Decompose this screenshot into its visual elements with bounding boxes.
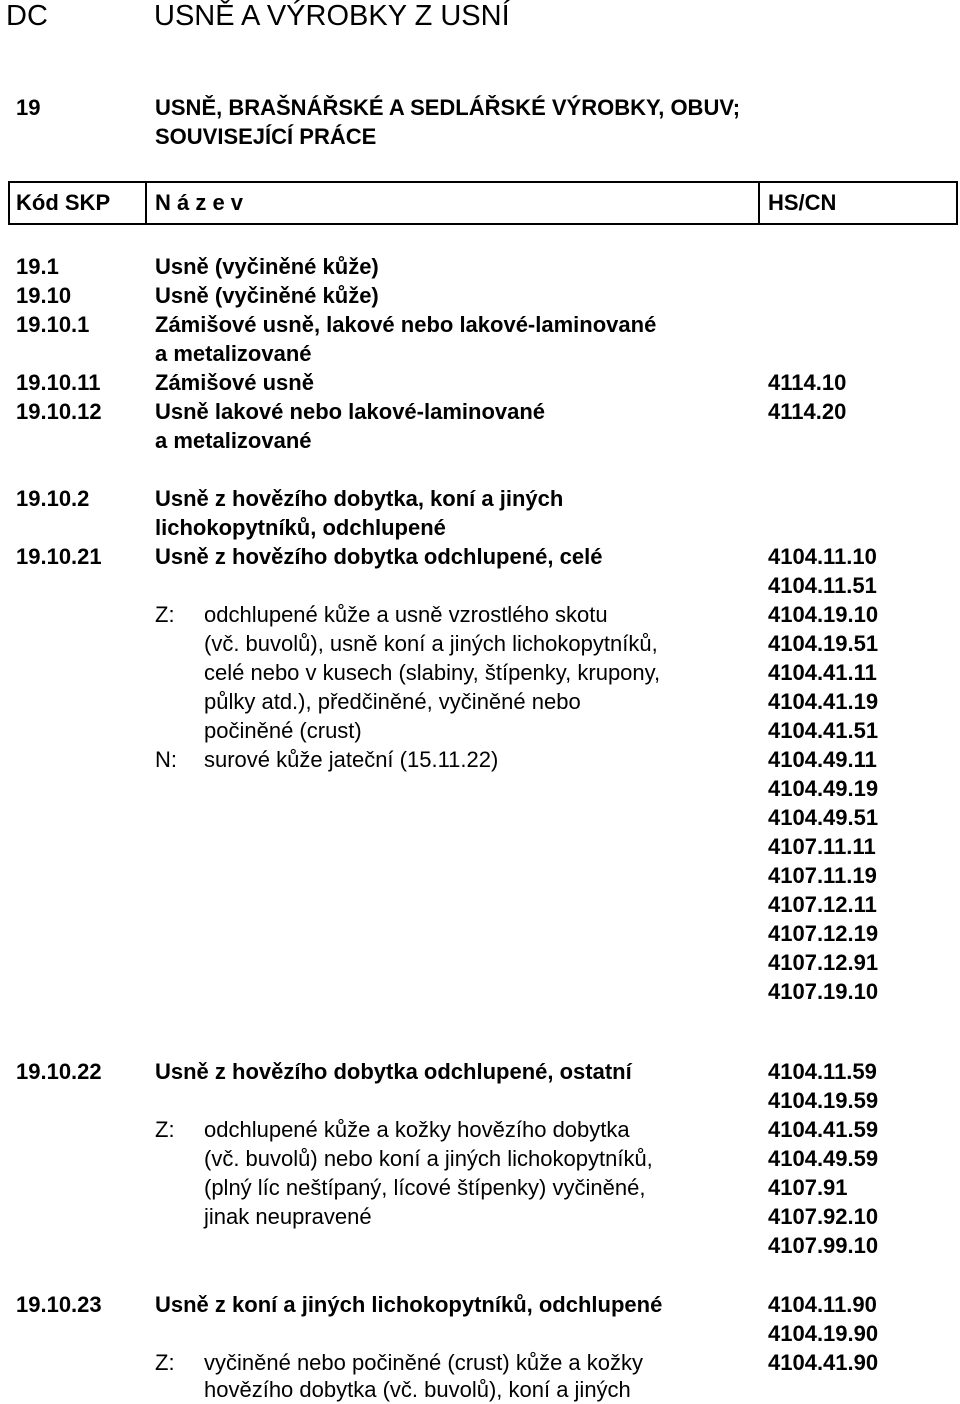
- hs-code: 4107.11.19: [768, 863, 877, 888]
- entry-name-line: lichokopytníků, odchlupené: [155, 515, 446, 540]
- hs-code: 4104.49.59: [768, 1146, 879, 1171]
- entry-code: 19.10.23: [16, 1292, 102, 1317]
- entry-name: Zámišové usně: [155, 370, 314, 395]
- hs-code: 4104.49.11: [768, 747, 877, 772]
- section-title-line-1: USNĚ, BRAŠNÁŘSKÉ A SEDLÁŘSKÉ VÝROBKY, OBUV;: [155, 95, 741, 120]
- chapter-code: DC: [6, 0, 48, 32]
- note-line: surové kůže jateční (15.11.22): [204, 747, 499, 772]
- note-line: počiněné (crust): [204, 718, 362, 743]
- hs-code: 4107.92.10: [768, 1204, 879, 1229]
- hs-code: 4107.12.91: [768, 950, 879, 975]
- hs-code: 4104.11.59: [768, 1059, 877, 1084]
- hs-code: 4107.12.19: [768, 921, 879, 946]
- note-label-includes: Z:: [155, 1117, 175, 1142]
- column-header-table: [8, 181, 958, 225]
- hs-code: 4104.41.11: [768, 660, 877, 685]
- entry-name: Usně (vyčiněné kůže): [155, 283, 379, 308]
- entry-name-line: Usně lakové nebo lakové-laminované: [155, 399, 546, 424]
- entry-code: 19.10.21: [16, 544, 102, 569]
- entry-name-line: Usně z hovězího dobytka, koní a jiných: [155, 486, 564, 511]
- entry-name: Usně z koní a jiných lichokopytníků, odchlupené: [155, 1292, 663, 1317]
- hs-code: 4104.19.51: [768, 631, 879, 656]
- hs-code: 4104.11.51: [768, 573, 877, 598]
- note-line: (vč. buvolů), usně koní a jiných lichokopytníků,: [204, 631, 658, 656]
- hs-code: 4107.91: [768, 1175, 848, 1200]
- entry-code: 19.10.11: [16, 370, 101, 395]
- note-label-includes: Z:: [155, 602, 175, 627]
- note-line: odchlupené kůže a kožky hovězího dobytka: [204, 1117, 630, 1142]
- note-label-excludes: N:: [155, 747, 177, 772]
- entry-code: 19.10.2: [16, 486, 90, 511]
- hs-code: 4107.19.10: [768, 979, 879, 1004]
- entry-name-line: Zámišové usně, lakové nebo lakové-laminované: [155, 312, 657, 337]
- hs-code: 4104.41.90: [768, 1350, 879, 1375]
- note-line: vyčiněné nebo počiněné (crust) kůže a kožky: [204, 1350, 644, 1375]
- note-line: jinak neupravené: [204, 1204, 372, 1229]
- hs-code: 4104.49.19: [768, 776, 879, 801]
- hs-code: 4104.19.90: [768, 1321, 879, 1346]
- hs-code: 4104.19.59: [768, 1088, 879, 1113]
- hs-code: 4107.99.10: [768, 1233, 879, 1258]
- note-line: půlky atd.), předčiněné, vyčiněné nebo: [204, 689, 581, 714]
- column-name-header: N á z e v: [155, 190, 244, 215]
- hs-code: 4104.41.59: [768, 1117, 879, 1142]
- section-title-line-2: SOUVISEJÍCÍ PRÁCE: [155, 124, 377, 149]
- hs-code: 4104.19.10: [768, 602, 879, 627]
- entry-code: 19.10: [16, 283, 72, 308]
- entry-name: Usně z hovězího dobytka odchlupené, celé: [155, 544, 603, 569]
- entry-code: 19.10.1: [16, 312, 90, 337]
- column-code-header: Kód SKP: [16, 190, 111, 215]
- hs-code: 4104.11.90: [768, 1292, 877, 1317]
- entry-code: 19.10.12: [16, 399, 102, 424]
- note-line: hovězího dobytka (vč. buvolů), koní a jiných: [204, 1377, 631, 1402]
- note-line: (plný líc neštípaný, lícové štípenky) vyčiněné,: [204, 1175, 646, 1200]
- entry-name-line: a metalizované: [155, 428, 312, 453]
- hs-code: 4107.11.11: [768, 834, 876, 859]
- note-line: celé nebo v kusech (slabiny, štípenky, krupony,: [204, 660, 661, 685]
- entry-code: 19.1: [16, 254, 59, 279]
- hs-code: 4114.10: [768, 370, 847, 395]
- chapter-title: USNĚ A VÝROBKY Z USNÍ: [154, 0, 510, 32]
- entry-name-line: a metalizované: [155, 341, 312, 366]
- column-hs-header: HS/CN: [768, 190, 837, 215]
- note-line: odchlupené kůže a usně vzrostlého skotu: [204, 602, 608, 627]
- hs-code: 4107.12.11: [768, 892, 877, 917]
- entry-name: Usně (vyčiněné kůže): [155, 254, 379, 279]
- section-code: 19: [16, 95, 41, 120]
- hs-code: 4104.41.19: [768, 689, 879, 714]
- note-line: (vč. buvolů) nebo koní a jiných lichokopytníků,: [204, 1146, 653, 1171]
- entry-name: Usně z hovězího dobytka odchlupené, ostatní: [155, 1059, 632, 1084]
- hs-code: 4104.49.51: [768, 805, 879, 830]
- hs-code: 4114.20: [768, 399, 847, 424]
- note-label-includes: Z:: [155, 1350, 175, 1375]
- entry-code: 19.10.22: [16, 1059, 102, 1084]
- hs-code: 4104.11.10: [768, 544, 877, 569]
- hs-code: 4104.41.51: [768, 718, 879, 743]
